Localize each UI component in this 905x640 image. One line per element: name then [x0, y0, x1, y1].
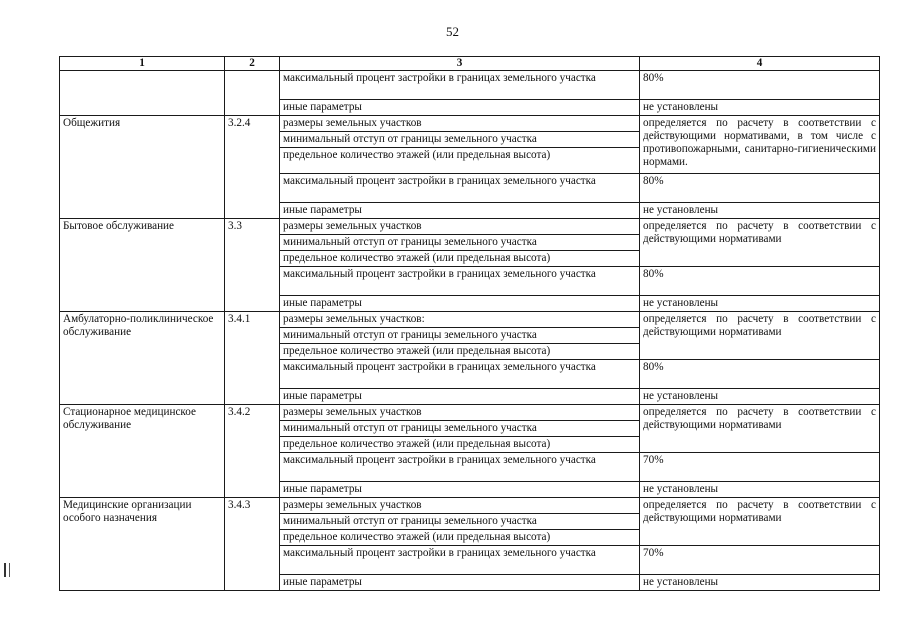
value-cell: 70% — [640, 453, 880, 482]
param-cell: иные параметры — [280, 575, 640, 591]
param-cell: предельное количество этажей (или предельная высота) — [280, 251, 640, 267]
table-row — [60, 498, 880, 514]
use-type-code: 3.4.2 — [225, 405, 280, 498]
param-cell: минимальный отступ от границы земельного участка — [280, 132, 640, 148]
value-cell: не установлены — [640, 100, 880, 116]
use-type-code: 3.4.1 — [225, 312, 280, 405]
value-cell: не установлены — [640, 482, 880, 498]
header-col-2: 2 — [225, 57, 280, 71]
value-rule-cell: определяется по расчету в соответствии с действующими нормативами — [640, 498, 880, 546]
value-cell: 80% — [640, 360, 880, 389]
scan-margin-mark — [4, 563, 10, 577]
value-cell: не установлены — [640, 389, 880, 405]
use-type-code — [225, 71, 280, 116]
param-cell: максимальный процент застройки в границах земельного участка — [280, 267, 640, 296]
param-cell: минимальный отступ от границы земельного участка — [280, 328, 640, 344]
param-cell: размеры земельных участков — [280, 498, 640, 514]
param-cell: предельное количество этажей (или предельная высота) — [280, 344, 640, 360]
param-cell: размеры земельных участков — [280, 116, 640, 132]
value-rule-cell: определяется по расчету в соответствии с действующими нормативами — [640, 312, 880, 360]
value-cell: 80% — [640, 267, 880, 296]
header-col-4: 4 — [640, 57, 880, 71]
param-cell: размеры земельных участков — [280, 405, 640, 421]
param-cell: максимальный процент застройки в границах земельного участка — [280, 71, 640, 100]
param-cell: размеры земельных участков: — [280, 312, 640, 328]
use-type-name: Медицинские организации особого назначения — [60, 498, 225, 591]
param-cell: минимальный отступ от границы земельного участка — [280, 421, 640, 437]
use-type-name: Общежития — [60, 116, 225, 219]
use-type-name: Бытовое обслуживание — [60, 219, 225, 312]
value-rule-cell: определяется по расчету в соответствии с действующими нормативами, в том числе с противопожарными, санитарно-гигиеническими нормами. — [640, 116, 880, 174]
header-col-3: 3 — [280, 57, 640, 71]
use-type-code: 3.3 — [225, 219, 280, 312]
use-type-code: 3.4.3 — [225, 498, 280, 591]
value-cell: не установлены — [640, 203, 880, 219]
param-cell: максимальный процент застройки в границах земельного участка — [280, 360, 640, 389]
use-type-name — [60, 71, 225, 116]
param-cell: максимальный процент застройки в границах земельного участка — [280, 174, 640, 203]
param-cell: размеры земельных участков — [280, 219, 640, 235]
param-cell: минимальный отступ от границы земельного участка — [280, 235, 640, 251]
table-row — [60, 116, 880, 132]
value-cell: 80% — [640, 71, 880, 100]
param-cell: предельное количество этажей (или предельная высота) — [280, 437, 640, 453]
param-cell: минимальный отступ от границы земельного участка — [280, 514, 640, 530]
regulations-table — [59, 56, 880, 591]
table-row — [60, 71, 880, 100]
param-cell: предельное количество этажей (или предельная высота) — [280, 530, 640, 546]
value-cell: 70% — [640, 546, 880, 575]
use-type-name: Амбулаторно-поликлиническое обслуживание — [60, 312, 225, 405]
value-cell: 80% — [640, 174, 880, 203]
table-row — [60, 405, 880, 421]
param-cell: максимальный процент застройки в границах земельного участка — [280, 546, 640, 575]
param-cell: иные параметры — [280, 100, 640, 116]
value-cell: не установлены — [640, 296, 880, 312]
value-rule-cell: определяется по расчету в соответствии с действующими нормативами — [640, 219, 880, 267]
header-col-1: 1 — [60, 57, 225, 71]
param-cell: иные параметры — [280, 389, 640, 405]
param-cell: иные параметры — [280, 203, 640, 219]
value-cell: не установлены — [640, 575, 880, 591]
table-row — [60, 312, 880, 328]
page-number: 52 — [446, 24, 459, 39]
param-cell: иные параметры — [280, 482, 640, 498]
use-type-code: 3.2.4 — [225, 116, 280, 219]
value-rule-cell: определяется по расчету в соответствии с действующими нормативами — [640, 405, 880, 453]
header-row — [60, 57, 880, 71]
use-type-name: Стационарное медицинское обслуживание — [60, 405, 225, 498]
param-cell: предельное количество этажей (или предельная высота) — [280, 148, 640, 174]
param-cell: максимальный процент застройки в границах земельного участка — [280, 453, 640, 482]
param-cell: иные параметры — [280, 296, 640, 312]
table-row — [60, 219, 880, 235]
